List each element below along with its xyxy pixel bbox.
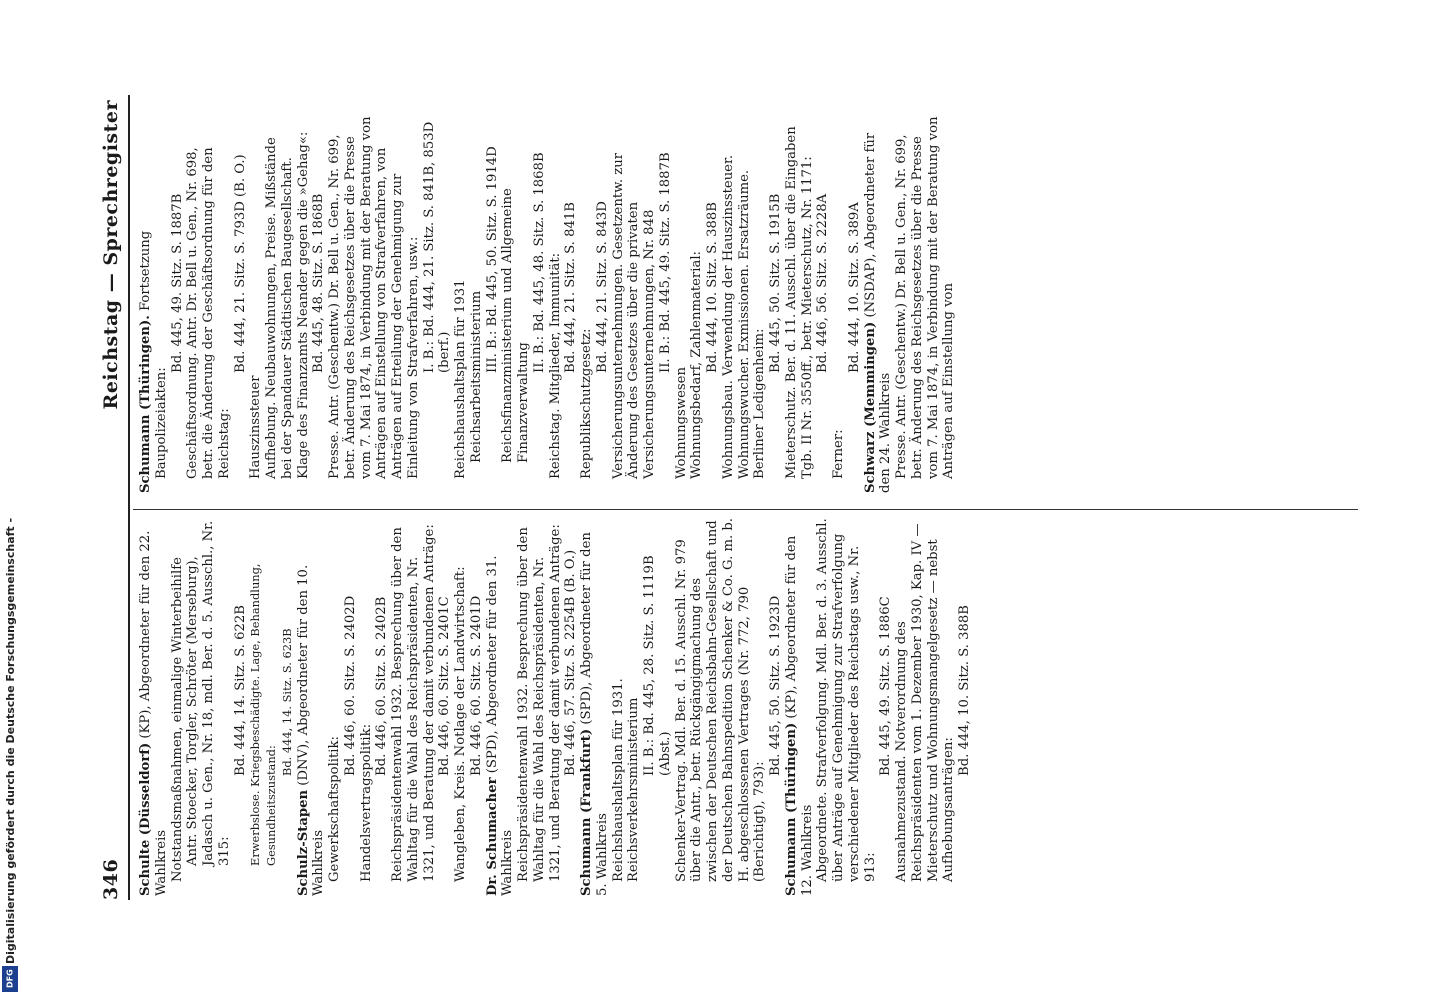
header-rule — [128, 95, 130, 900]
page-number: 346 — [100, 858, 122, 900]
register-entry-heading — [296, 518, 328, 896]
page-reference: Bd. 445, 49. Sitz. S. 1887B — [169, 193, 185, 373]
register-subentry: Mieterschutz. Ber. d. 11. Ausschl. über die Eingaben Tgb. II Nr. 3550ff., betr. Mieterschutz, Nr. 1171: — [783, 126, 815, 479]
register-entry-heading — [485, 518, 517, 896]
register-subentry: Antr. Stoecker, Torgler, Schröter (Merseburg), Jadasch u. Gen., Nr. 18, mdl. Ber. d. 5. Ausschl., Nr. 315: — [185, 520, 232, 866]
page-reference: II. B.: Bd. 445, 49. Sitz. S. 1887B — [657, 152, 673, 373]
register-subentry: Schenker-Vertrag. Mdl. Ber. d. 15. Ausschl. Nr. 979 über die Antr., betr. Rückgängigmachung des zwischen der Deutschen Reichsbahn-Gesellschaft und der Deutschen Bahnspedition Schenker & Co. G. m. b. H. abgeschlossenen Vertrages (Nr. 772, 790 (Berichtigt), 793): — [673, 518, 768, 882]
page-reference: Bd. 444, 10. Sitz. S. 389A — [846, 202, 862, 373]
register-subentry: Reichsfinanzministerium und Allgemeine Finanzverwaltung — [500, 188, 531, 463]
page-reference: III. B.: Bd. 445, 50. Sitz. S. 1914D — [484, 146, 500, 373]
register-subentry: Aufhebung. Neubauwohnungen, Preise. Mißstände bei der Spandauer Städtischen Baugesellschaft. Klage des Finanzamts Neander gegen die »Gehag«: — [264, 131, 311, 479]
register-subentry: Wohnungsbedarf, Zahlenmaterial: — [689, 251, 705, 479]
register-subentry: Wangleben, Kreis. Notlage der Landwirtschaft: — [453, 566, 468, 882]
page-reference: Bd. 446, 60. Sitz. S. 2402D — [342, 595, 358, 776]
page-reference: Bd. 444, 21. Sitz. S. 843D — [594, 201, 610, 373]
deputy-description: (SPD), Abgeordneter für den 31. Wahlkreis — [484, 555, 516, 896]
page-reference: Bd. 444, 14. Sitz. S. 622B — [232, 605, 248, 776]
page-reference: Bd. 444, 10. Sitz. S. 388B — [705, 202, 720, 373]
register-subentry: Handelsvertragspolitik: — [358, 723, 374, 882]
register-subentry: Reichsarbeitsministerium — [468, 290, 484, 463]
register-subentry: Abgeordnete. Strafverfolgung. Mdl. Ber. d. 3. Ausschl. über Anträge auf Genehmigung zur Strafverfolgung verschiedener Mitglieder des Reichstags usw., Nr. 913: — [815, 518, 878, 882]
page-reference: Bd. 444, 21. Sitz. S. 793D (B. O.) — [232, 154, 248, 373]
page-reference: I. B.: Bd. 444, 21. Sitz. S. 841B, 853D (berf.) — [421, 121, 453, 373]
deputy-description: (KP), Abgeordneter für den 12. Wahlkreis — [783, 535, 815, 896]
register-subentry: Wohnungsbau. Verwendung der Hauszinssteuer. Wohnungswucher. Exmissionen. Ersatzräume. Berliner Ledigenheim: — [720, 154, 768, 479]
register-subentry: Presse. Antr. (Geschentw.) Dr. Bell u. Gen., Nr. 699, betr. Änderung des Reichsgesetzes über die Presse vom 7. Mai 1874, in Verbindung mit der Beratung von Anträgen auf Einstellung von — [894, 116, 957, 479]
deputy-name: Schwarz (Memmingen) — [862, 321, 878, 493]
deputy-description: Fortsetzung — [138, 230, 153, 316]
register-entry-heading — [138, 518, 170, 896]
page-reference: Bd. 444, 14. Sitz. S. 623B — [279, 628, 294, 776]
deputy-description: (NSDAP), Abgeordneter für den 24. Wahlkreis — [862, 132, 894, 493]
column-divider — [133, 509, 1358, 510]
register-subentry: Presse. Antr. (Geschentw.) Dr. Bell u. Gen., Nr. 699, betr. Änderung des Reichsgesetzes über die Presse vom 7. Mai 1874, in Verbindung mit der Beratung von Anträgen auf Einstellung von Strafverfahren, von Anträgen auf Erteilung der Genehmigung zur Einleitung von Strafverfahren, usw.: — [327, 116, 421, 479]
register-subentry: Versicherungsunternehmungen. Gesetzentw. zur Änderung des Gesetzes über die privaten Versicherungsunternehmungen, Nr. 848 — [610, 153, 657, 479]
page-reference: II. B.: Bd. 445, 48. Sitz. S. 1868B — [531, 152, 547, 373]
page-reference: Bd. 445, 48. Sitz. S. 1868B — [311, 193, 327, 373]
page-reference: Bd. 446, 60. Sitz. S. 2401C — [437, 596, 453, 776]
deputy-name: Schumann (Thüringen) — [783, 722, 799, 896]
deputy-name: Schulte (Düsseldorf) — [138, 742, 153, 896]
deputy-description: (DNV), Abgeordneter für den 10. Wahlkreis — [295, 564, 327, 896]
register-subentry: Baupolizeiakten: — [153, 367, 169, 479]
register-subentry: Reichspräsidentenwahl 1932. Besprechung über den Wahltag für die Wahl des Reichspräsidenten, Nr. 1321, und Beratung der damit verbundenen Anträge: — [516, 524, 563, 882]
deputy-name: Schumann (Frankfurt) — [579, 728, 594, 896]
page-reference: Bd. 446, 60. Sitz. S. 2401D — [468, 595, 484, 776]
page-reference: Bd. 445, 50. Sitz. S. 1915B — [768, 193, 783, 373]
page-reference: Bd. 445, 49. Sitz. S. 1886C — [878, 596, 894, 776]
register-subentry: Reichshaushaltsplan für 1931 — [453, 279, 468, 479]
page-reference: Bd. 444, 21. Sitz. S. 841B — [563, 202, 579, 373]
register-subentry: Ferner: — [831, 429, 846, 479]
register-entry-heading — [579, 518, 611, 896]
deputy-description: (KP), Abgeordneter für den 22. Wahlkreis — [138, 530, 169, 896]
deputy-description: (SPD), Abgeordneter für den 5. Wahlkreis — [579, 532, 610, 896]
register-subentry: Reichspräsidentenwahl 1932. Besprechung über den Wahltag für die Wahl des Reichspräsidenten, Nr. 1321, und Beratung der damit verbundenen Anträge: — [390, 524, 437, 882]
register-subentry: Wohnungswesen — [673, 367, 689, 479]
register-entry-heading — [863, 115, 895, 493]
register-subentry: Gewerkschaftspolitik: — [327, 736, 342, 882]
register-subentry: Republikschutzgesetz: — [579, 328, 594, 479]
register-subentry: Notstandsmaßnahmen, einmalige Winterbeihilfe — [169, 557, 185, 882]
register-entry-heading — [138, 115, 154, 493]
page-reference: Bd. 446, 57. Sitz. S. 2254B (B. O.) — [563, 549, 579, 776]
digitization-notice: Digitalisierung gefördert durch die Deutsche Forschungsgemeinschaft - — [4, 517, 17, 964]
page-reference: Bd. 446, 60. Sitz. S. 2402B — [374, 596, 390, 776]
left-column — [138, 518, 973, 896]
register-subentry: Ausnahmezustand. Notverordnung des Reichspräsidenten vom 1. Dezember 1930, Kap. IV — Mieterschutz und Wohnungsmangelgesetz — nebst Aufhebungsanträgen: — [894, 523, 957, 882]
register-subentry: Hauszinssteuer — [248, 375, 264, 479]
page-header — [100, 100, 128, 900]
page-reference: II. B.: Bd. 445, 28. Sitz. S. 1119B (Abst.) — [642, 555, 673, 776]
deputy-name: Schulz-Stapen — [295, 789, 311, 896]
running-title: Reichstag — Sprechregister — [100, 100, 122, 410]
register-subentry: Reichshaushaltsplan für 1931. Reichsverkehrsministerium — [610, 678, 642, 882]
register-subentry: Erwerbslose. Kriegsbeschädigte. Lage, Behandlung, Gesundheitszustand: — [248, 563, 278, 866]
register-subentry: Reichstag. Mitglieder, Immunität: — [547, 252, 563, 479]
page-reference: Bd. 446, 56. Sitz. S. 2228A — [815, 193, 831, 373]
deputy-name: Dr. Schumacher — [484, 777, 500, 896]
deputy-name: Schumann (Thüringen). — [138, 315, 153, 493]
page-reference: Bd. 444, 10. Sitz. S. 388B — [957, 605, 972, 776]
page-reference: Bd. 445, 50. Sitz. S. 1923D — [768, 595, 783, 776]
register-entry-heading — [784, 518, 816, 896]
register-subentry: Geschäftsordnung. Antr. Dr. Bell u. Gen., Nr. 698, betr. die Änderung der Geschäftsordnung für den Reichstag: — [185, 147, 232, 479]
dfg-logo: DFG — [2, 966, 18, 992]
right-column — [138, 115, 957, 493]
